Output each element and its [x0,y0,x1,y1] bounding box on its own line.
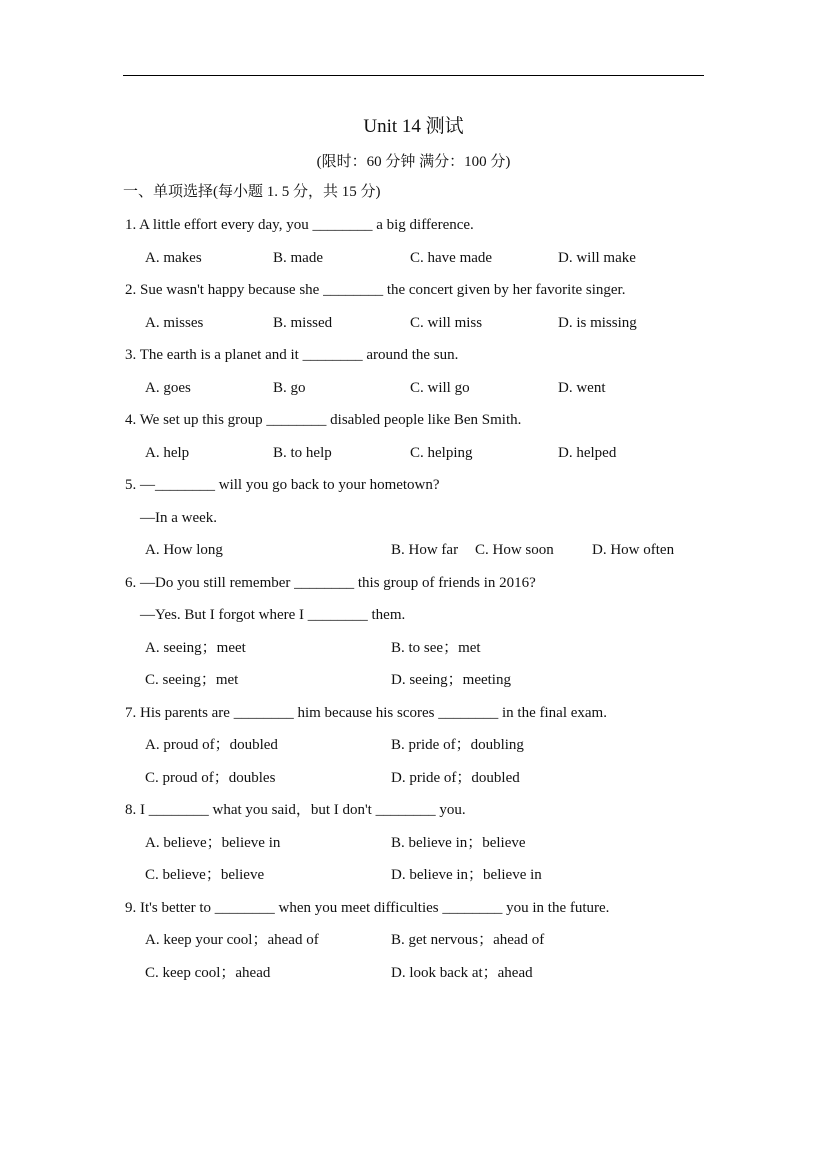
question-3-stem: 3. The earth is a planet and it ________ around the sun. [125,347,459,363]
q3-option-b: B. go [273,380,306,396]
q9-option-d: D. look back at；ahead [391,965,533,981]
q9-option-b: B. get nervous；ahead of [391,932,545,948]
q3-option-d: D. went [558,380,606,396]
q2-option-b: B. missed [273,315,333,331]
q1-option-d: D. will make [558,250,636,266]
q5-option-b: B. How far [391,542,459,558]
q1-option-c: C. have made [410,250,493,266]
q2-option-a: A. misses [145,315,204,331]
q1-option-b: B. made [273,250,323,266]
q2-option-d: D. is missing [558,315,637,331]
q7-option-d: D. pride of；doubled [391,770,520,786]
question-4-stem: 4. We set up this group ________ disabled people like Ben Smith. [125,412,522,428]
question-1-stem: 1. A little effort every day, you ________ a big difference. [125,217,474,233]
question-6-stem: 6. —Do you still remember ________ this group of friends in 2016? [125,575,536,591]
q7-option-b: B. pride of；doubling [391,737,524,753]
q6-option-a: A. seeing；meet [145,640,246,656]
q7-option-a: A. proud of；doubled [145,737,278,753]
q4-option-c: C. helping [410,445,473,461]
question-8-stem: 8. I ________ what you said，but I don't ________ you. [125,802,466,818]
q9-option-c: C. keep cool；ahead [145,965,271,981]
question-5-reply: —In a week. [140,510,218,526]
q8-option-c: C. believe；believe [145,867,265,883]
header-rule [123,75,704,76]
q4-option-b: B. to help [273,445,332,461]
section-heading: 一、单项选择(每小题 1. 5 分，共 15 分) [123,184,381,200]
q6-option-b: B. to see；met [391,640,481,656]
question-6-reply: —Yes. But I forgot where I ________ them. [140,607,406,623]
q5-option-d: D. How often [592,542,675,558]
question-7-stem: 7. His parents are ________ him because his scores ________ in the final exam. [125,705,607,721]
q3-option-a: A. goes [145,380,191,396]
q4-option-a: A. help [145,445,190,461]
question-5-stem: 5. —________ will you go back to your hometown? [125,477,440,493]
q8-option-b: B. believe in；believe [391,835,526,851]
question-9-stem: 9. It's better to ________ when you meet difficulties ________ you in the future. [125,900,610,916]
q2-option-c: C. will miss [410,315,483,331]
q8-option-d: D. believe in；believe in [391,867,542,883]
q5-option-a: A. How long [145,542,223,558]
q5-option-c: C. How soon [475,542,554,558]
q1-option-a: A. makes [145,250,202,266]
q3-option-c: C. will go [410,380,470,396]
q4-option-d: D. helped [558,445,617,461]
q6-option-d: D. seeing；meeting [391,672,511,688]
q7-option-c: C. proud of；doubles [145,770,276,786]
q9-option-a: A. keep your cool；ahead of [145,932,319,948]
q8-option-a: A. believe；believe in [145,835,281,851]
q6-option-c: C. seeing；met [145,672,239,688]
page-subtitle: (限时：60 分钟 满分：100 分) [316,154,511,170]
question-2-stem: 2. Sue wasn't happy because she ________ the concert given by her favorite singer. [125,282,626,298]
page-title: Unit 14 测试 [363,116,464,137]
